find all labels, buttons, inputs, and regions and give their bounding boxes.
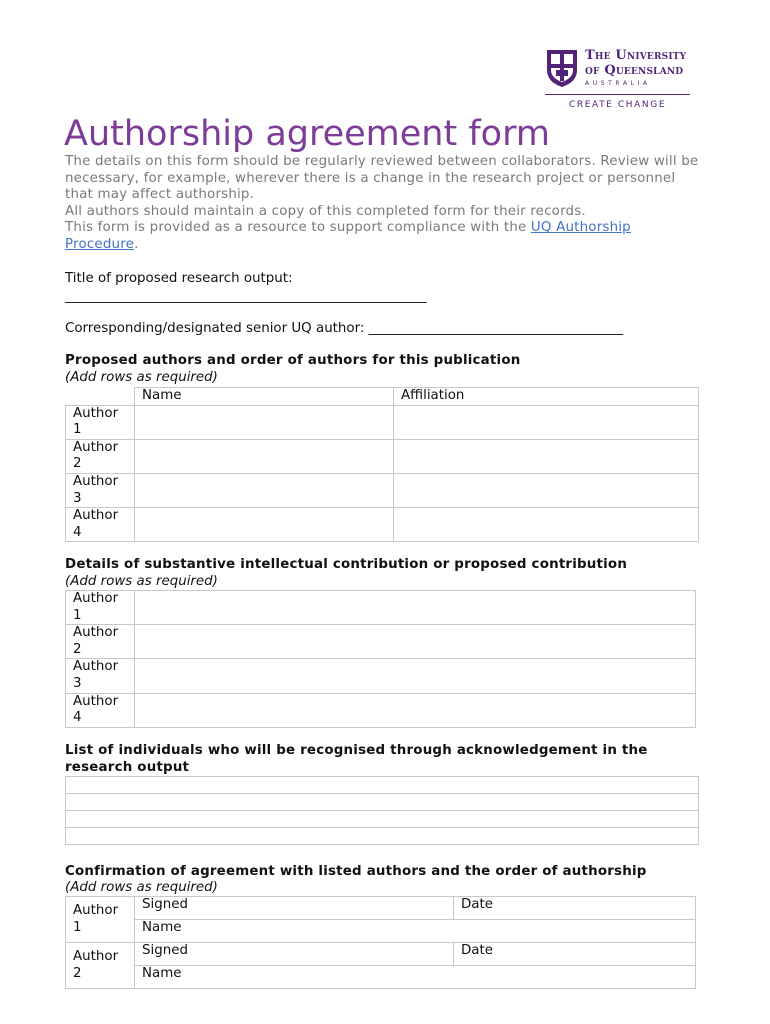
signed-cell[interactable]: Signed: [135, 897, 454, 920]
row-label: Author 4: [66, 693, 135, 727]
date-cell[interactable]: Date: [454, 897, 696, 920]
intro-paragraph-1: The details on this form should be regularly reviewed between collaborators. Review will be necessary, for example, wherever there is a change in the research project or personnel that may affect authorship.: [65, 154, 699, 203]
row-label: Author 2: [66, 625, 135, 659]
table-row: [66, 920, 696, 943]
date-cell[interactable]: Date: [454, 943, 696, 966]
table-row: [66, 659, 696, 693]
table-row: [66, 591, 696, 625]
title-field-blank[interactable]: ______________________________________________________: [65, 289, 427, 304]
authors-section-heading: Proposed authors and order of authors for this publication: [65, 353, 521, 368]
table-row: [66, 777, 699, 794]
corresponding-author-field: Corresponding/designated senior UQ author: ______________________________________: [65, 321, 624, 336]
contribution-table: [65, 590, 696, 728]
contribution-cell[interactable]: [135, 625, 696, 659]
table-row: [66, 943, 696, 966]
contribution-section-note: (Add rows as required): [65, 574, 218, 589]
author-affiliation-cell[interactable]: [394, 508, 699, 542]
table-row: [66, 625, 696, 659]
page-title: Authorship agreement form: [64, 114, 550, 154]
table-row: [66, 473, 699, 507]
confirmation-table: [65, 896, 696, 989]
row-label: Author 3: [66, 473, 135, 507]
logo-divider: [545, 94, 690, 95]
confirmation-section-note: (Add rows as required): [65, 880, 218, 895]
logo-wordmark: The University of Queensland: [585, 48, 687, 78]
table-row: [66, 693, 696, 727]
acknowledgement-table: [65, 776, 699, 845]
intro-paragraph-2: All authors should maintain a copy of this completed form for their records.: [65, 203, 586, 219]
table-row: [66, 811, 699, 828]
authors-section-note: (Add rows as required): [65, 370, 218, 385]
logo-country: AUSTRALIA: [585, 80, 651, 87]
table-row: [66, 828, 699, 845]
title-field-label: Title of proposed research output:: [65, 271, 293, 286]
table-row: [66, 794, 699, 811]
author-name-cell[interactable]: [135, 508, 394, 542]
col-name-header: Name: [135, 388, 394, 406]
name-cell[interactable]: Name: [135, 920, 696, 943]
row-label: Author 4: [66, 508, 135, 542]
table-row: [66, 405, 699, 439]
table-row: [66, 508, 699, 542]
acknowledgement-cell[interactable]: [66, 777, 699, 794]
author-name-cell[interactable]: [135, 439, 394, 473]
acknowledgement-cell[interactable]: [66, 828, 699, 845]
col-affiliation-header: Affiliation: [394, 388, 699, 406]
author-affiliation-cell[interactable]: [394, 405, 699, 439]
table-row: [66, 897, 696, 920]
author-affiliation-cell[interactable]: [394, 439, 699, 473]
table-row: [66, 966, 696, 989]
acknowledgement-cell[interactable]: [66, 794, 699, 811]
logo-tagline: CREATE CHANGE: [569, 100, 667, 110]
table-row: [66, 439, 699, 473]
contribution-cell[interactable]: [135, 659, 696, 693]
row-label: Author 1: [66, 405, 135, 439]
author-affiliation-cell[interactable]: [394, 473, 699, 507]
row-label: Author 2: [66, 943, 135, 989]
author-name-cell[interactable]: [135, 473, 394, 507]
row-label: Author 3: [66, 659, 135, 693]
confirmation-section-heading: Confirmation of agreement with listed authors and the order of authorship: [65, 864, 647, 879]
uq-crest-icon: [545, 48, 579, 88]
row-label: Author 2: [66, 439, 135, 473]
uq-authorship-procedure-link[interactable]: UQ Authorship Procedure: [65, 220, 631, 252]
author-name-cell[interactable]: [135, 405, 394, 439]
row-label: Author 1: [66, 591, 135, 625]
corresponding-author-blank[interactable]: ______________________________________: [368, 321, 624, 336]
contribution-cell[interactable]: [135, 693, 696, 727]
intro-paragraph-3: This form is provided as a resource to support compliance with the UQ Authorship Procedure.: [65, 220, 631, 252]
university-logo: [545, 48, 693, 112]
name-cell[interactable]: Name: [135, 966, 696, 989]
acknowledgement-section-heading: List of individuals who will be recognised through acknowledgement in the research output: [65, 743, 648, 775]
contribution-cell[interactable]: [135, 591, 696, 625]
intro-text: [65, 154, 705, 254]
row-label: Author 1: [66, 897, 135, 943]
acknowledgement-cell[interactable]: [66, 811, 699, 828]
authors-table: [65, 387, 699, 542]
contribution-section-heading: Details of substantive intellectual contribution or proposed contribution: [65, 557, 628, 572]
signed-cell[interactable]: Signed: [135, 943, 454, 966]
